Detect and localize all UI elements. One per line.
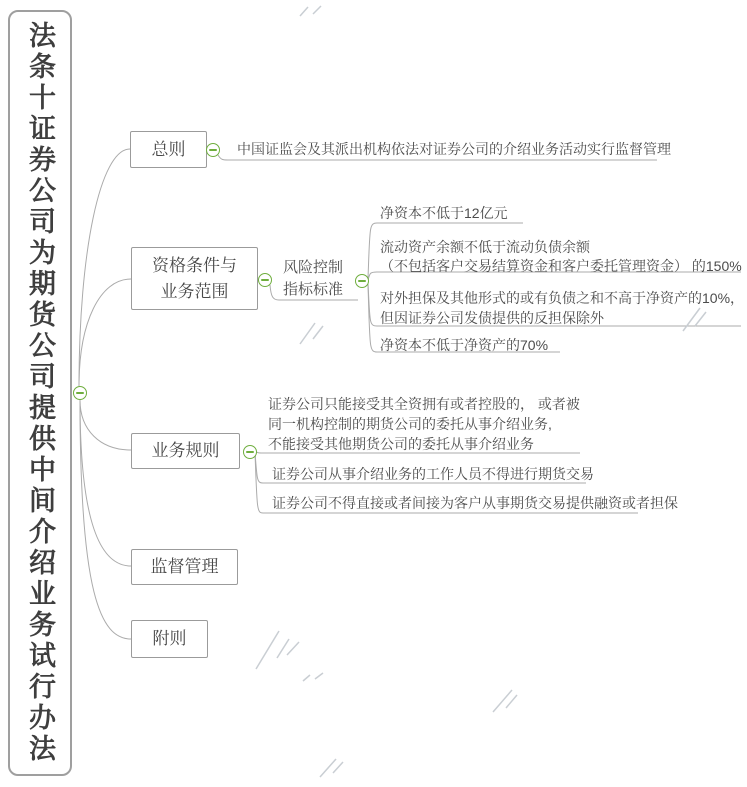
minus-icon — [246, 451, 254, 453]
risk-control-collapse-button[interactable] — [355, 274, 369, 288]
branch-appendix[interactable] — [131, 620, 208, 658]
minus-icon — [209, 149, 217, 151]
connector-root-appendix — [80, 400, 131, 639]
child-topic-text: 证券公司不得直接或者间接为客户从事期货交易提供融资或者担保 — [272, 495, 678, 511]
branch-appendix-label: 附则 — [152, 629, 187, 648]
connector-root-general — [79, 149, 130, 386]
child-topic-text: （不包括客户交易结算资金和客户委托管理资金） 的150% — [380, 258, 742, 274]
connector-root-qualification — [79, 279, 131, 386]
connector-root-supervision — [80, 400, 131, 566]
root-topic-title: 法条十证券公司为期货公司提供中间介绍业务试行办法 — [25, 21, 55, 765]
branch-qualification[interactable] — [131, 247, 258, 310]
topic-risk-control[interactable] — [281, 257, 345, 301]
child-topic-business-1[interactable] — [268, 394, 580, 454]
child-topic-text: 不能接受其他期货公司的委托从事介绍业务 — [268, 436, 534, 452]
minus-icon — [261, 279, 269, 281]
child-topic-text: 证券公司只能接受其全资拥有或者控股的， 或者被 — [268, 396, 580, 412]
general-collapse-button[interactable] — [206, 143, 220, 157]
minus-icon — [358, 280, 366, 282]
branch-supervision[interactable] — [131, 549, 238, 585]
qualification-collapse-button[interactable] — [258, 273, 272, 287]
risk-control-label-line1: 风险控制 — [282, 259, 343, 276]
minus-icon — [76, 392, 84, 394]
connector-root-business — [80, 400, 131, 450]
child-topic-business-3[interactable] — [272, 493, 678, 513]
child-topic-text: 对外担保及其他形式的或有负债之和不高于净资产的10%， — [380, 290, 745, 306]
child-topic-risk-2[interactable] — [380, 238, 742, 276]
branch-qualification-label-line2: 业务范围 — [160, 281, 229, 301]
branch-business-rules-label: 业务规则 — [151, 441, 220, 460]
root-collapse-button[interactable] — [73, 386, 87, 400]
business-rules-collapse-button[interactable] — [243, 445, 257, 459]
child-topic-text: 净资本不低于净资产的70% — [380, 337, 549, 353]
child-topic-risk-1[interactable] — [380, 203, 508, 223]
branch-general[interactable] — [130, 131, 207, 168]
child-topic-risk-3[interactable] — [380, 288, 744, 328]
child-topic-text: 中国证监会及其派出机构依法对证券公司的介绍业务活动实行监督管理 — [237, 141, 671, 157]
watermark-scribbles — [256, 6, 706, 777]
branch-supervision-label: 监督管理 — [150, 557, 219, 576]
branch-qualification-label-line1: 资格条件与 — [152, 255, 237, 275]
child-topic-text: 证券公司从事介绍业务的工作人员不得进行期货交易 — [272, 466, 594, 482]
child-topic-business-2[interactable] — [272, 464, 594, 484]
child-topic-text: 净资本不低于12亿元 — [380, 205, 508, 221]
risk-control-label-line2: 指标标准 — [282, 281, 343, 298]
branch-business-rules[interactable] — [131, 433, 240, 469]
child-topic-text: 同一机构控制的期货公司的委托从事介绍业务, — [268, 416, 552, 432]
branch-general-label: 总则 — [151, 139, 186, 159]
child-topic-general-1[interactable] — [237, 139, 671, 159]
root-topic[interactable] — [8, 10, 72, 776]
child-topic-text: 但因证券公司发债提供的反担保除外 — [380, 310, 604, 326]
child-topic-text: 流动资产余额不低于流动负债余额 — [380, 239, 590, 255]
child-topic-risk-4[interactable] — [380, 335, 548, 355]
